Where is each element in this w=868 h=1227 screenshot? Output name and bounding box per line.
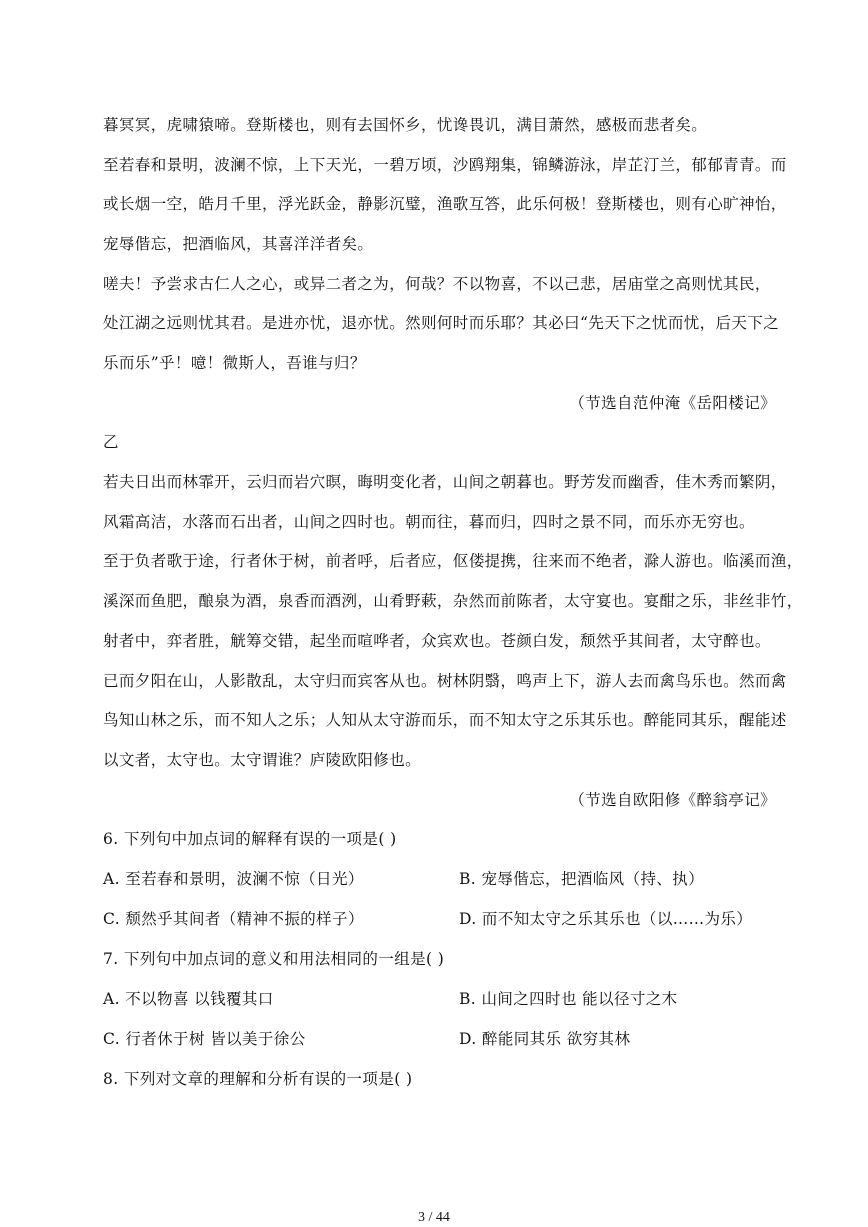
- text-line: 射者中，弈者胜，觥筹交错，起坐而喧哗者，众宾欢也。苍颜白发，颓然乎其间者，太守醉也。: [103, 632, 771, 650]
- option-b: B. 山间之四时也 能以径寸之木: [459, 990, 678, 1008]
- text-line: 风霜高洁，水落而石出者，山间之四时也。朝而往，暮而归，四时之景不同，而乐亦无穷也。: [103, 513, 755, 531]
- option-d: D. 而不知太守之乐其乐也（以……为乐）: [459, 910, 753, 928]
- text-line: 宠辱偕忘，把酒临风，其喜洋洋者矣。: [103, 235, 374, 253]
- source-citation: （节选自范仲淹《岳阳楼记》: [569, 394, 776, 412]
- passage-label: 乙: [103, 433, 119, 451]
- option-c: C. 颓然乎其间者（精神不振的样子）: [103, 910, 364, 928]
- text-line: 至若春和景明，波澜不惊，上下天光，一碧万顷，沙鸥翔集，锦鳞游泳，岸芷汀兰，郁郁青青。而: [103, 156, 787, 174]
- text-line: 暮冥冥，虎啸猿啼。登斯楼也，则有去国怀乡，忧谗畏讥，满目萧然，感极而悲者矣。: [103, 116, 708, 134]
- text-line: 鸟知山林之乐，而不知人之乐；人知从太守游而乐，而不知太守之乐其乐也。醉能同其乐，醒能述: [103, 711, 787, 729]
- option-a: A. 至若春和景明，波澜不惊（日光）: [103, 870, 364, 888]
- option-b: B. 宠辱偕忘，把酒临风（持、执）: [459, 870, 705, 888]
- question-stem: 6. 下列句中加点词的解释有误的一项是( ): [103, 830, 397, 848]
- text-line: 处江湖之远则忧其君。是进亦忧，退亦忧。然则何时而乐耶？其必曰“先天下之忧而忧，后天下之: [103, 314, 780, 332]
- question-stem: 8. 下列对文章的理解和分析有误的一项是( ): [103, 1070, 413, 1088]
- source-citation: （节选自欧阳修《醉翁亭记》: [569, 791, 776, 809]
- text-line: 嗟夫！予尝求古仁人之心，或异二者之为，何哉？不以物喜，不以己悲，居庙堂之高则忧其民，: [103, 275, 771, 293]
- text-line: 溪深而鱼肥，酿泉为酒，泉香而酒洌，山肴野蔌，杂然而前陈者，太守宴也。宴酣之乐，非丝非竹，: [103, 592, 803, 610]
- question-stem: 7. 下列句中加点词的意义和用法相同的一组是( ): [103, 950, 445, 968]
- page-number: 3 / 44: [418, 1210, 450, 1225]
- option-d: D. 醉能同其乐 欲穷其林: [459, 1030, 631, 1048]
- text-line: 乐而乐”乎！噫！微斯人，吾谁与归？: [103, 354, 366, 372]
- option-a: A. 不以物喜 以钱覆其口: [103, 990, 274, 1008]
- text-line: 或长烟一空，皓月千里，浮光跃金，静影沉璧，渔歌互答，此乐何极！登斯楼也，则有心旷神怡，: [103, 195, 787, 213]
- text-line: 至于负者歌于途，行者休于树，前者呼，后者应，伛偻提携，往来而不绝者，滁人游也。临溪而渔，: [103, 552, 803, 570]
- text-line: 已而夕阳在山，人影散乱，太守归而宾客从也。树林阴翳，鸣声上下，游人去而禽鸟乐也。然而禽: [103, 672, 787, 690]
- text-line: 若夫日出而林霏开，云归而岩穴暝，晦明变化者，山间之朝暮也。野芳发而幽香，佳木秀而繁阴，: [103, 473, 787, 491]
- text-line: 以文者，太守也。太守谓谁？庐陵欧阳修也。: [103, 751, 422, 769]
- option-c: C. 行者休于树 皆以美于徐公: [103, 1030, 306, 1048]
